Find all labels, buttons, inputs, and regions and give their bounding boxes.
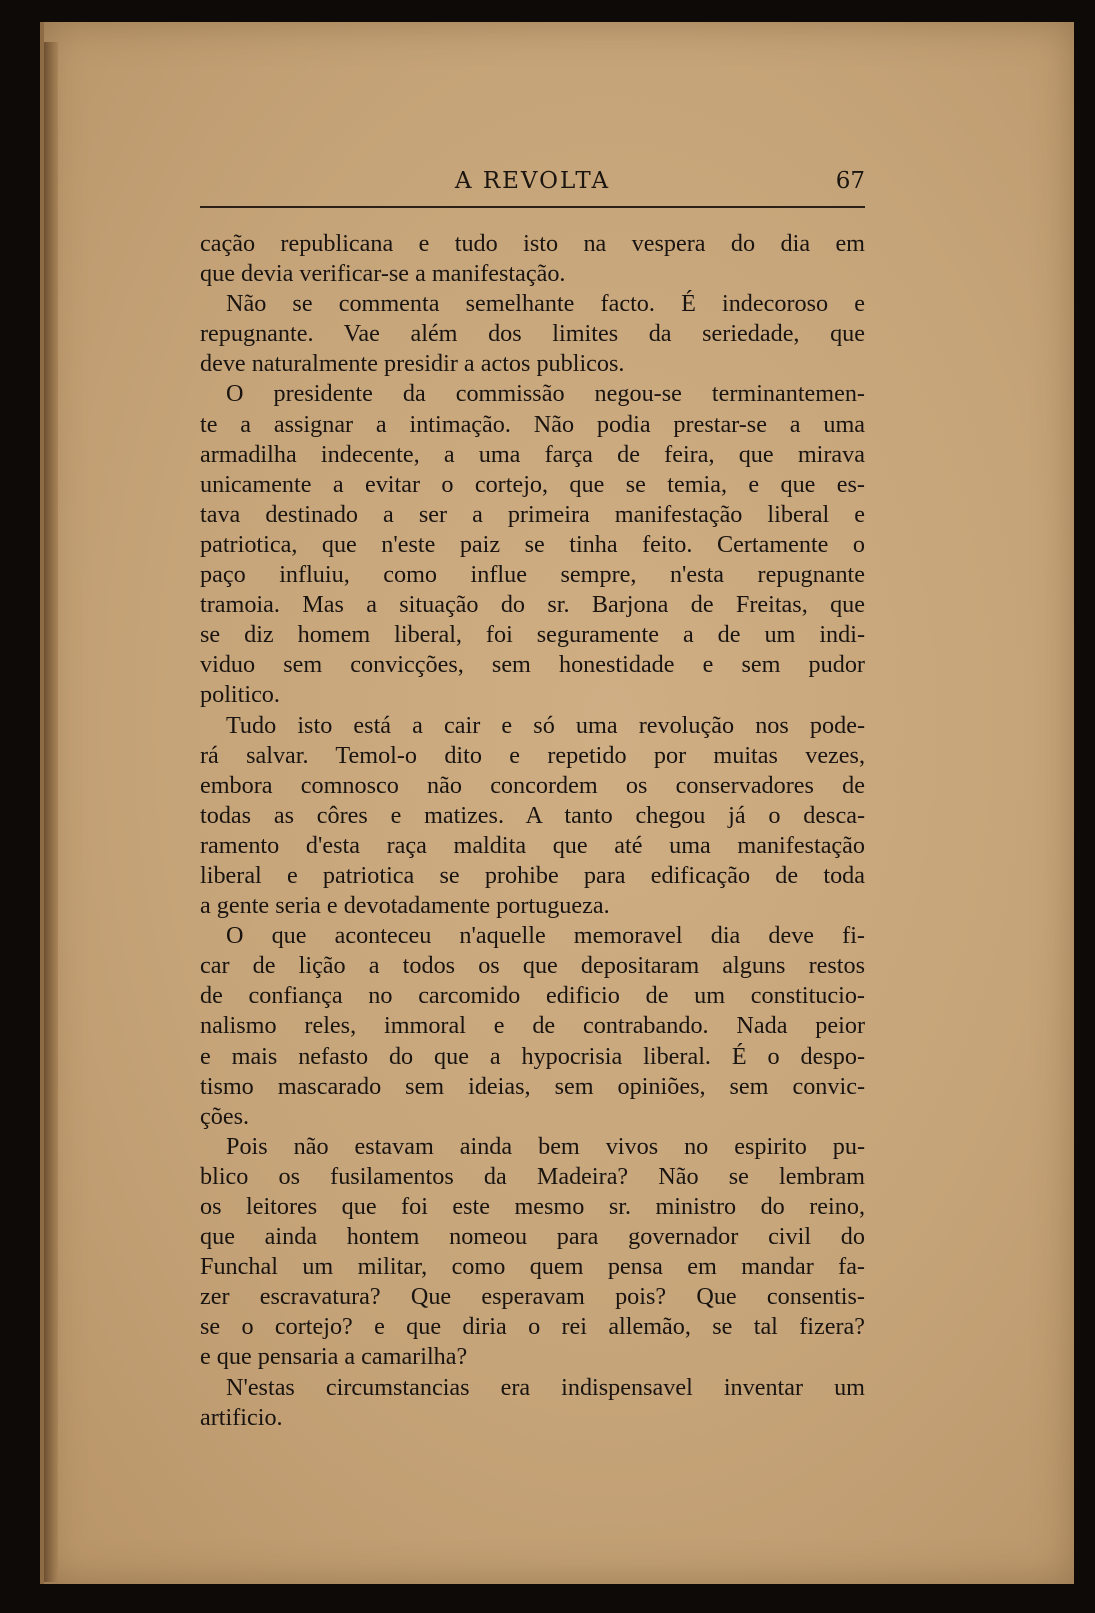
text-line: politico. [200, 681, 280, 709]
text-line: e mais nefasto do que a hypocrisia liberal. É o despo- [200, 1042, 865, 1070]
text-line: se o cortejo? e que diria o rei allemão, se tal fizera? [200, 1313, 865, 1341]
text-line: que devia verificar-se a manifestação. [200, 260, 566, 288]
text-line: os leitores que foi este mesmo sr. ministro do reino, [200, 1193, 865, 1220]
text-line: tismo mascarado sem ideias, sem opiniões, sem convic- [200, 1072, 865, 1100]
text-line: tramoia. Mas a situação do sr. Barjona de Freitas, que [200, 591, 865, 619]
binding-edge [44, 42, 58, 1582]
body-text [200, 229, 865, 1433]
text-line: todas as côres e matizes. A tanto chegou já o desca- [200, 801, 865, 829]
text-line: a gente seria e devotadamente portugueza. [200, 892, 610, 920]
page-header [200, 168, 865, 208]
text-line: Pois não estavam ainda bem vivos no espirito pu- [226, 1132, 865, 1160]
text-line: Funchal um militar, como quem pensa em mandar fa- [200, 1253, 865, 1281]
text-line: unicamente a evitar o cortejo, que se temia, e que es- [200, 470, 865, 498]
text-line: cação republicana e tudo isto na vespera do dia em [200, 230, 865, 257]
text-line: rá salvar. Temol-o dito e repetido por muitas vezes, [200, 741, 865, 769]
text-line: O presidente da commissão negou-se terminantemen- [226, 380, 865, 408]
text-line: repugnante. Vae além dos limites da seriedade, que [200, 320, 865, 348]
text-line: patriotica, que n'este paiz se tinha feito. Certamente o [200, 530, 865, 558]
text-line: se diz homem liberal, foi seguramente a de um indi- [200, 621, 865, 649]
text-line: artificio. [200, 1403, 283, 1431]
running-title: A REVOLTA [454, 168, 611, 194]
page-number: 67 [835, 168, 865, 194]
text-line: Não se commenta semelhante facto. É indecoroso e [226, 290, 865, 318]
text-line: Tudo isto está a cair e só uma revolução nos pode- [226, 711, 865, 739]
text-line: ramento d'esta raça maldita que até uma manifestação [200, 831, 865, 859]
text-line: e que pensaria a camarilha? [200, 1343, 468, 1371]
text-line: blico os fusilamentos da Madeira? Não se lembram [200, 1162, 865, 1190]
text-line: ções. [200, 1102, 250, 1130]
text-line: de confiança no carcomido edificio de um constitucio- [200, 982, 865, 1010]
text-line: N'estas circumstancias era indispensavel inventar um [226, 1373, 865, 1401]
text-line: te a assignar a intimação. Não podia prestar-se a uma [200, 410, 865, 438]
text-line: nalismo reles, immoral e de contrabando. Nada peior [200, 1012, 865, 1040]
text-line: zer escravatura? Que esperavam pois? Que consentis- [200, 1283, 865, 1311]
text-line: O que aconteceu n'aquelle memoravel dia deve fi- [226, 922, 865, 950]
text-line: viduo sem convicções, sem honestidade e sem pudor [200, 651, 865, 679]
header-rule [200, 206, 865, 208]
text-line: deve naturalmente presidir a actos publicos. [200, 350, 625, 378]
text-line: liberal e patriotica se prohibe para edificação de toda [200, 861, 865, 889]
text-line: paço influiu, como influe sempre, n'esta repugnante [200, 561, 865, 589]
text-line: embora comnosco não concordem os conservadores de [200, 771, 865, 799]
text-line: tava destinado a ser a primeira manifestação liberal e [200, 500, 865, 528]
text-line: que ainda hontem nomeou para governador civil do [200, 1223, 865, 1251]
text-line: armadilha indecente, a uma farça de feira, que mirava [200, 440, 865, 468]
text-line: car de lição a todos os que depositaram alguns restos [200, 952, 865, 980]
